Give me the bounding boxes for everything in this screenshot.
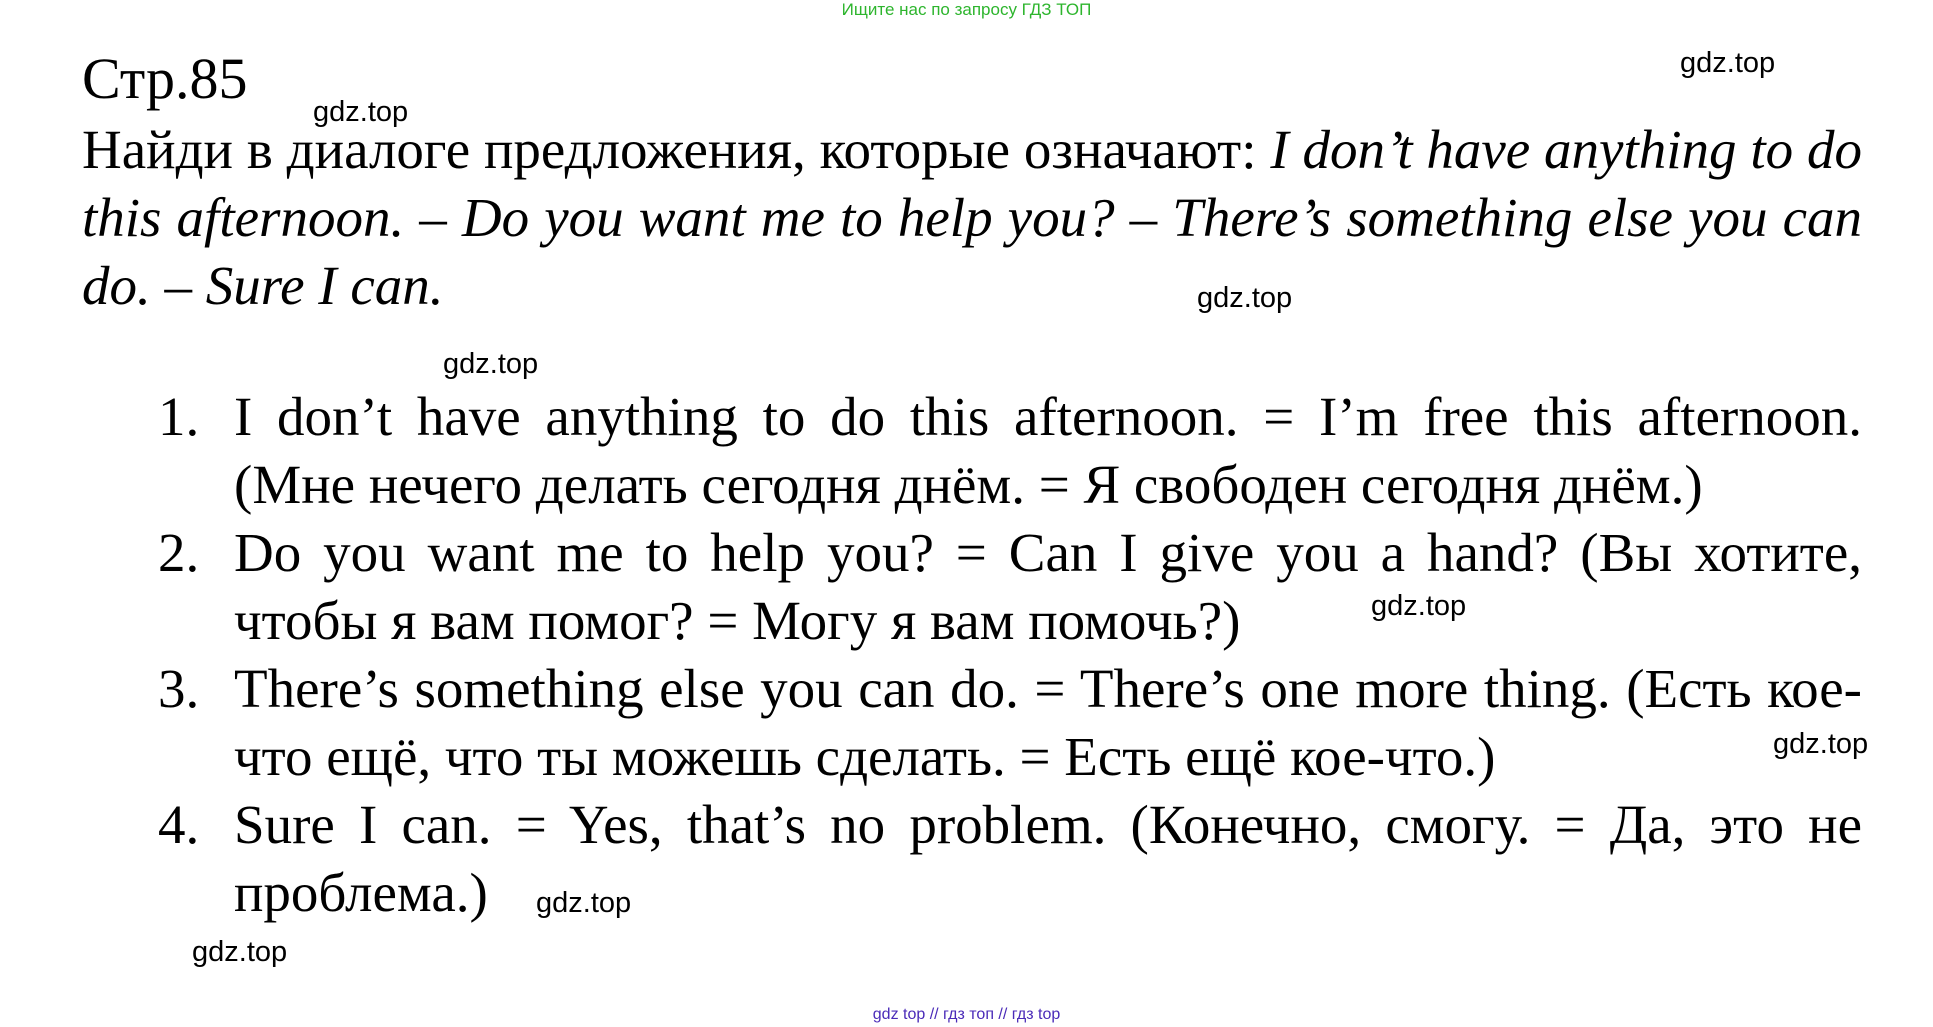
answer-text: There’s something else you can do. = There’s one more thing. (Есть кое-что ещё, что ты можешь сделать. = Есть ещё кое-что.) (234, 658, 1862, 787)
watermark: gdz.top (192, 936, 288, 968)
instruction-phrases: I don’t have anything to do this afternoon. – Do you want me to help you? – There’s something else you can do. – Sure I can. (82, 119, 1862, 316)
answer-list (150, 383, 1862, 927)
answer-number: 2. (158, 522, 200, 583)
answer-item (150, 519, 1862, 655)
watermark: gdz.top (1197, 282, 1293, 314)
answer-number: 1. (158, 386, 200, 447)
page-number: Стр.85 (82, 46, 248, 111)
watermark: gdz.top (1371, 590, 1467, 622)
task-instruction (82, 116, 1862, 320)
watermark: gdz.top (443, 348, 539, 380)
watermark: gdz.top (313, 96, 409, 128)
answer-text: Do you want me to help you? = Can I give you a hand? (Вы хотите, чтобы я вам помог? = Могу я вам помочь?) (234, 522, 1862, 651)
answer-item (150, 791, 1862, 927)
watermark: gdz.top (1773, 728, 1869, 760)
instruction-lead: Найди в диалоге предложения, которые означают: (82, 119, 1271, 180)
answer-number: 3. (158, 658, 200, 719)
watermark: gdz.top (1680, 47, 1776, 79)
footer-links[interactable]: gdz top // гдз топ // гдз top (872, 1006, 1061, 1023)
watermark: gdz.top (536, 887, 632, 919)
answer-item (150, 383, 1862, 519)
answer-item (150, 655, 1862, 791)
answer-text: I don’t have anything to do this afternoon. = I’m free this afternoon. (Мне нечего делать сегодня днём. = Я свободен сегодня днём.) (234, 386, 1862, 515)
answer-number: 4. (158, 794, 200, 855)
top-banner[interactable]: Ищите нас по запросу ГДЗ ТОП (841, 0, 1092, 19)
answer-text: Sure I can. = Yes, that’s no problem. (Конечно, смогу. = Да, это не проблема.) (234, 794, 1862, 923)
